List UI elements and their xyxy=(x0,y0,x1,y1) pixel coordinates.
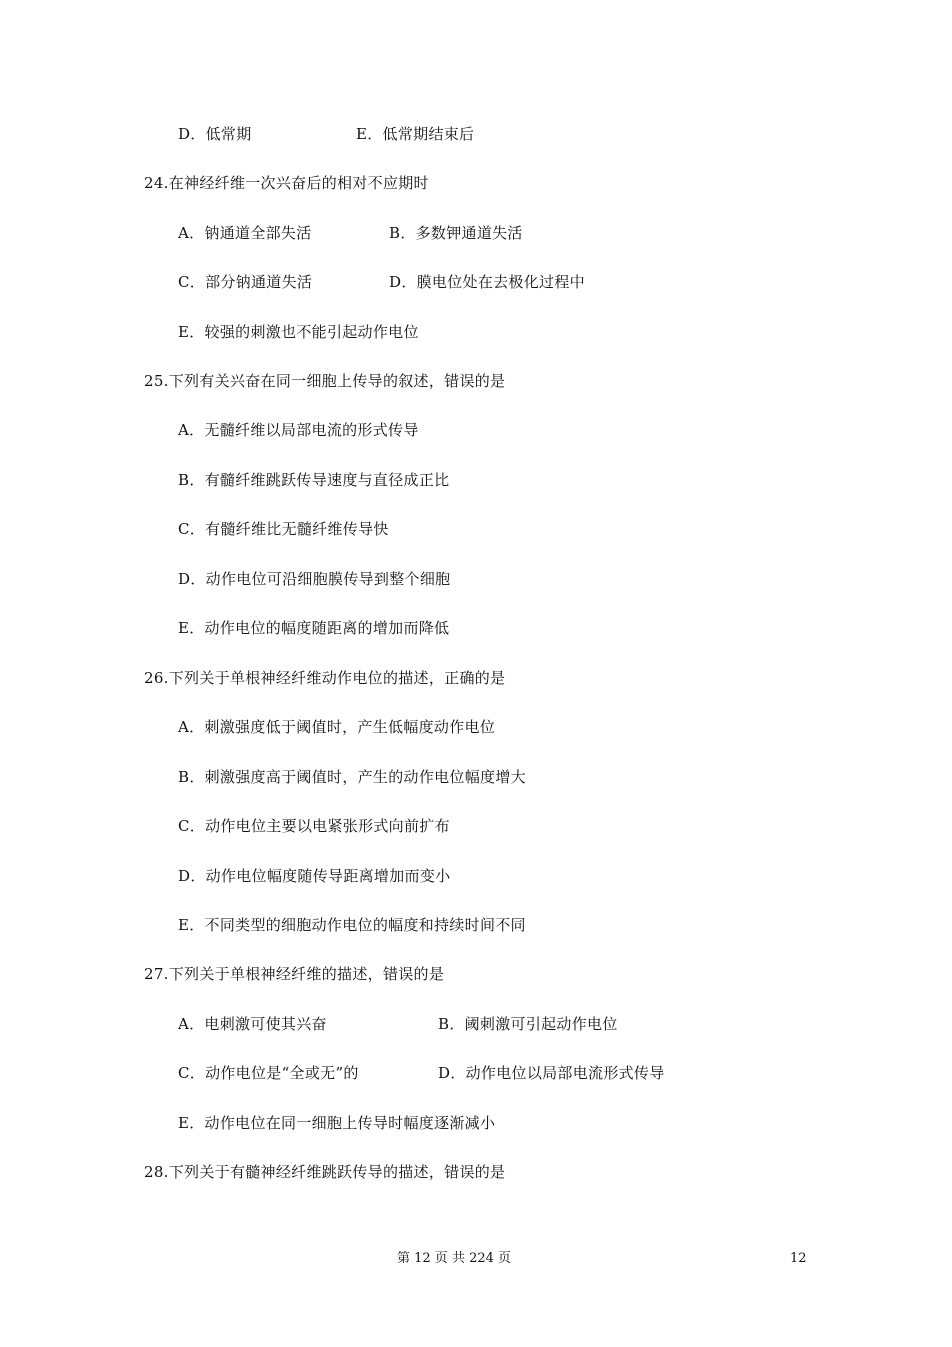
q24-option-d: D．膜电位处在去极化过程中 xyxy=(389,273,585,291)
q27-option-a: A．电刺激可使其兴奋 xyxy=(178,1015,327,1033)
q24-option-c: C．部分钠通道失活 xyxy=(178,273,313,291)
q24-option-a: A．钠通道全部失活 xyxy=(178,224,312,242)
q24-stem: 24.在神经纤维一次兴奋后的相对不应期时 xyxy=(144,174,429,192)
q24-option-e: E．较强的刺激也不能引起动作电位 xyxy=(178,323,419,341)
q26-option-e: E．不同类型的细胞动作电位的幅度和持续时间不同 xyxy=(178,916,526,934)
q25-option-d: D．动作电位可沿细胞膜传导到整个细胞 xyxy=(178,570,451,588)
footer-page-number: 12 xyxy=(790,1251,807,1266)
q27-option-d: D．动作电位以局部电流形式传导 xyxy=(438,1064,665,1082)
q24-option-b: B．多数钾通道失活 xyxy=(389,224,523,242)
q26-option-a: A．刺激强度低于阈值时，产生低幅度动作电位 xyxy=(178,718,496,736)
q27-stem: 27.下列关于单根神经纤维的描述，错误的是 xyxy=(144,965,445,983)
q25-option-b: B．有髓纤维跳跃传导速度与直径成正比 xyxy=(178,471,450,489)
q27-option-b: B．阈刺激可引起动作电位 xyxy=(438,1015,618,1033)
q26-option-d: D．动作电位幅度随传导距离增加而变小 xyxy=(178,867,451,885)
footer-page-info: 第 12 页 共 224 页 xyxy=(397,1251,512,1266)
q26-option-c: C．动作电位主要以电紧张形式向前扩布 xyxy=(178,817,450,835)
q27-option-e: E．动作电位在同一细胞上传导时幅度逐渐减小 xyxy=(178,1114,496,1132)
q25-stem: 25.下列有关兴奋在同一细胞上传导的叙述，错误的是 xyxy=(144,372,506,390)
q26-stem: 26.下列关于单根神经纤维动作电位的描述，正确的是 xyxy=(144,669,506,687)
q27-option-c: C．动作电位是“全或无”的 xyxy=(178,1064,359,1082)
q25-option-a: A．无髓纤维以局部电流的形式传导 xyxy=(178,421,419,439)
q23-option-e: E．低常期结束后 xyxy=(356,125,475,143)
q26-option-b: B．刺激强度高于阈值时，产生的动作电位幅度增大 xyxy=(178,768,526,786)
q25-option-c: C．有髓纤维比无髓纤维传导快 xyxy=(178,520,389,538)
q23-option-d: D．低常期 xyxy=(178,125,252,143)
q25-option-e: E．动作电位的幅度随距离的增加而降低 xyxy=(178,619,450,637)
q28-stem: 28.下列关于有髓神经纤维跳跃传导的描述，错误的是 xyxy=(144,1163,506,1181)
